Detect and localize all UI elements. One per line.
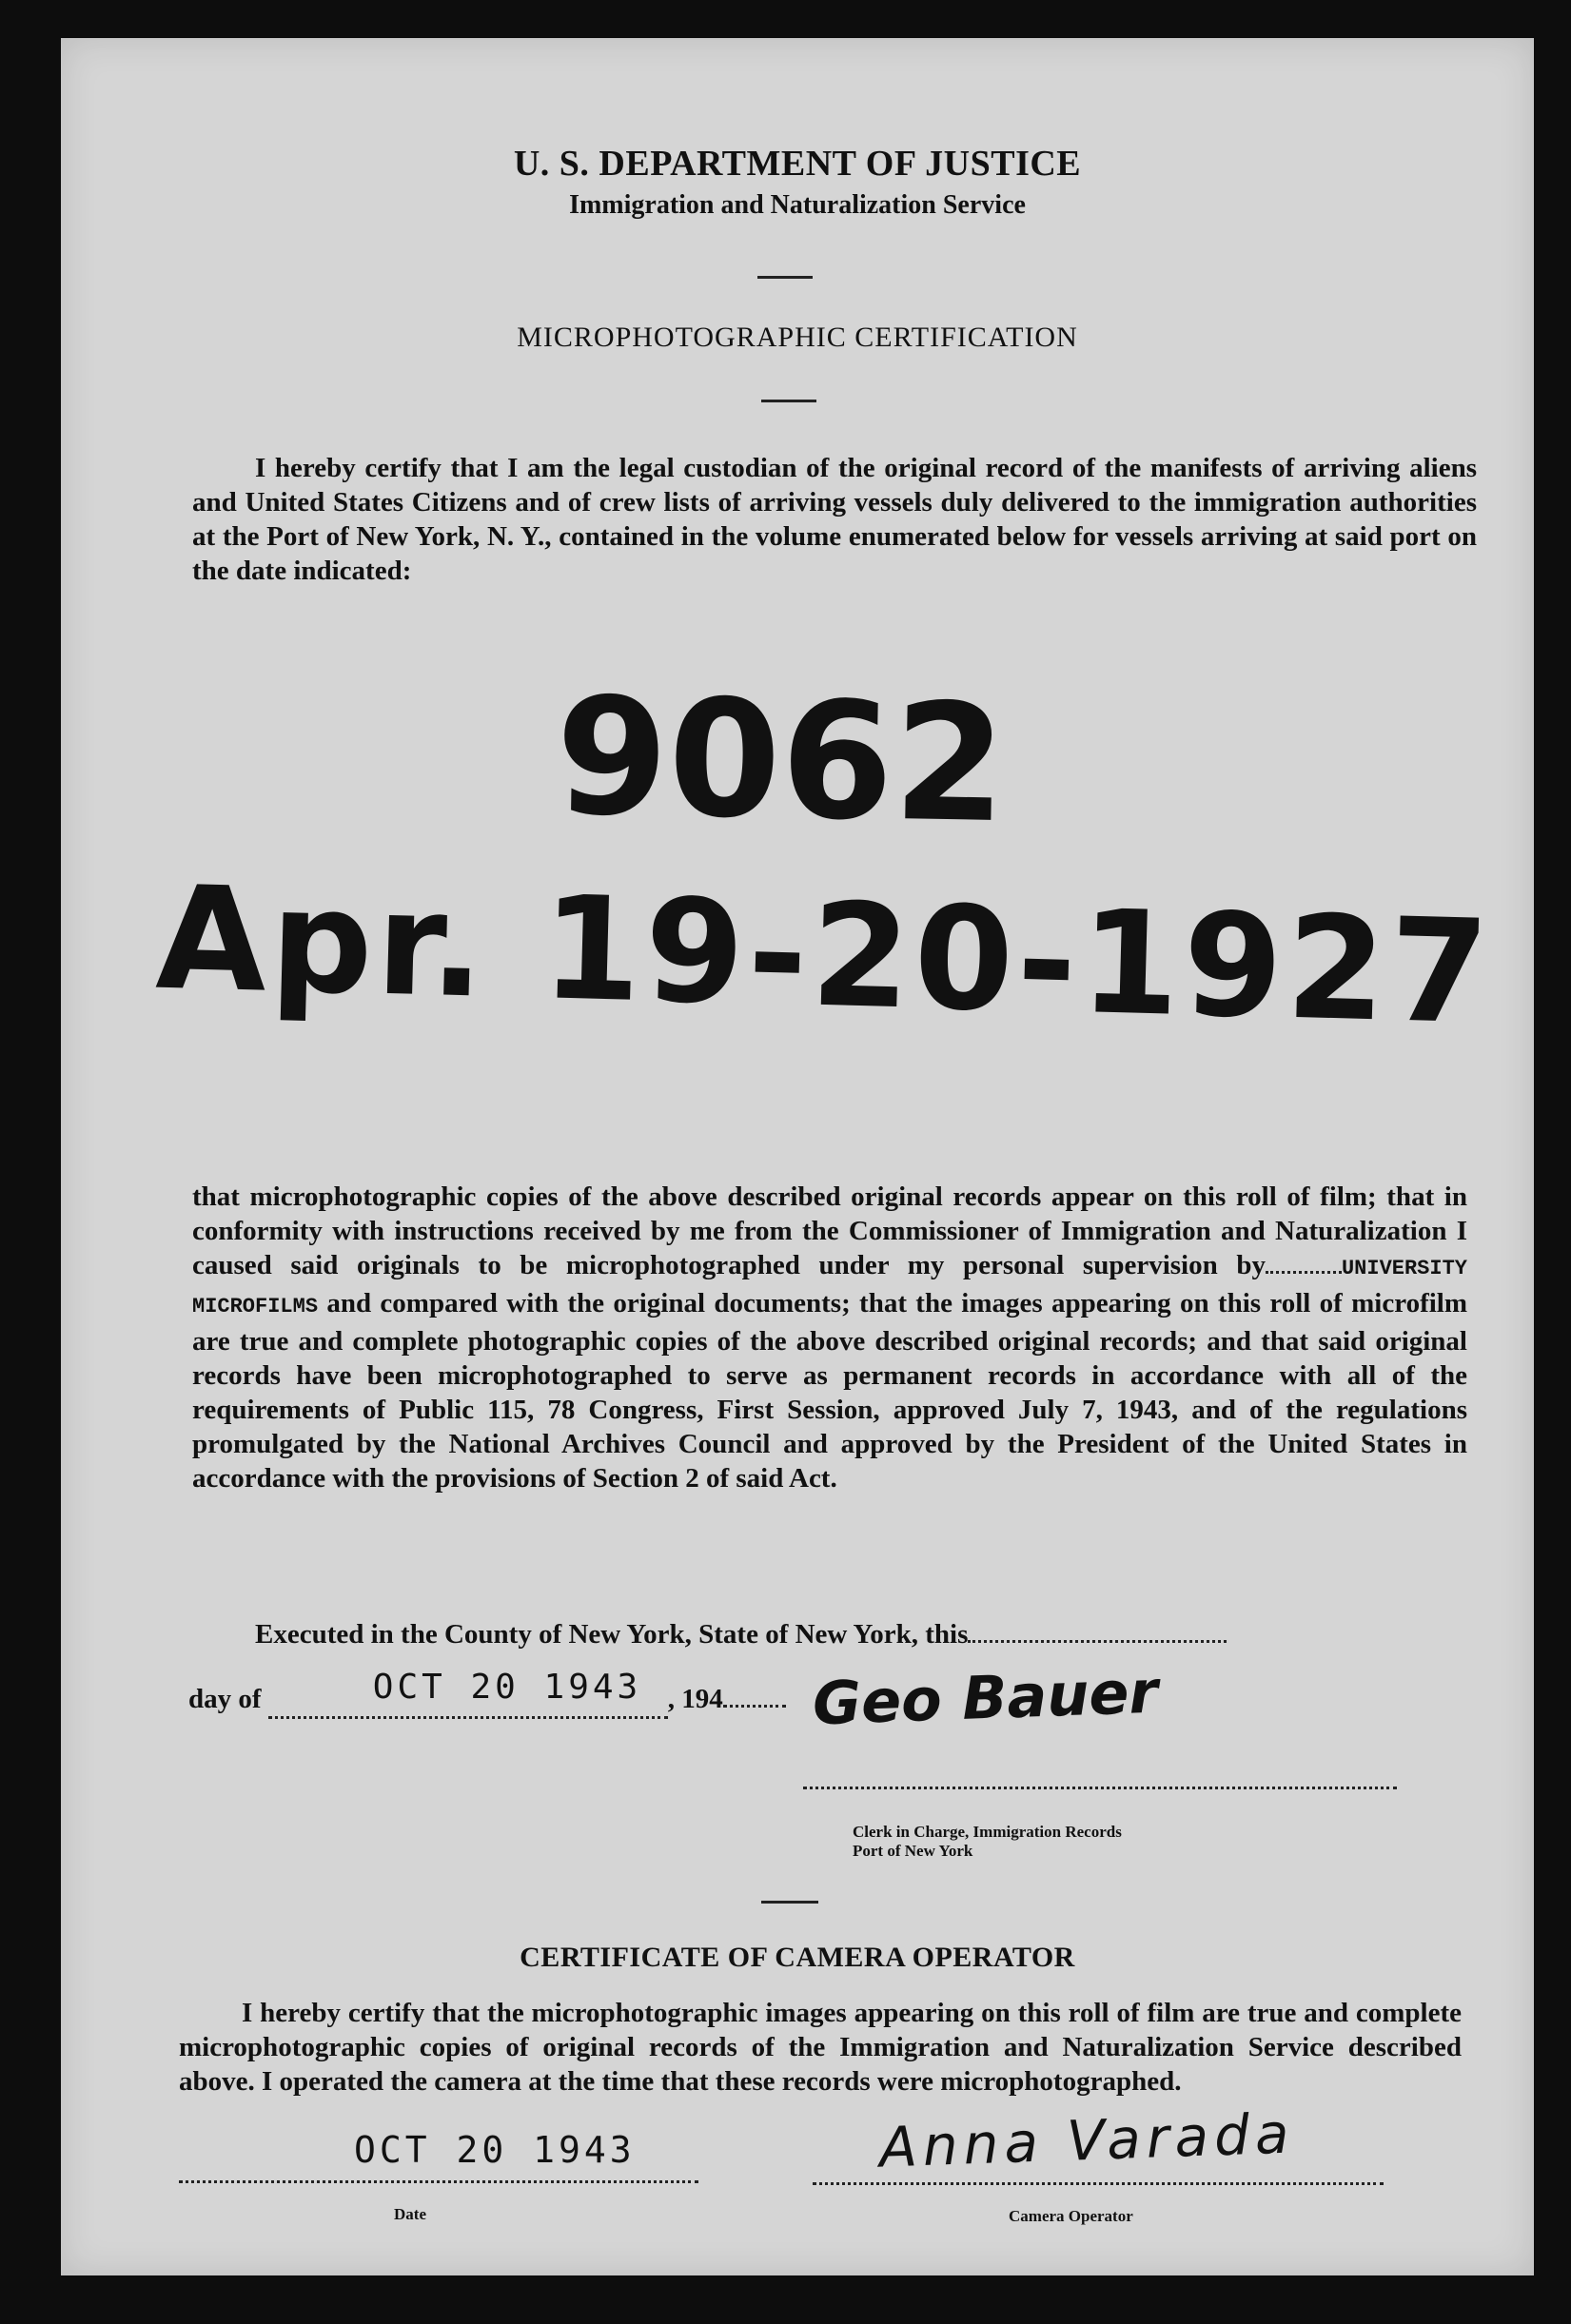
divider-top — [757, 276, 813, 279]
clerk-signature: Geo Bauer — [811, 1656, 1160, 1739]
operator-signature-line — [813, 2182, 1384, 2185]
execution-line — [255, 1617, 1473, 1651]
document-sheet — [61, 38, 1534, 2275]
year-prefix: , 194 — [667, 1684, 723, 1714]
microfilm-company: UNIVERSITY MICROFILMS — [192, 1257, 1467, 1318]
clerk-signature-line — [803, 1787, 1397, 1789]
body-part2: and compared with the original documents; that the images appearing on this roll of microfilm are true and complete photographic copies of the above described original records; and that said original records have been microphotographed to serve as permanent records in accordance with all of the requirements of Public 115, 78 Congress, First Session, approved July 7, 1943, and of the regulations promulgated by the National Archives Council and approved by the President of the United States in accordance with the provisions of Section 2 of said Act. — [192, 1288, 1467, 1494]
intro-paragraph: I hereby certify that I am the legal custodian of the original record of the manifests of arriving aliens and United States Citizens and of crew lists of arriving vessels duly delivered to the immigration authorities at the Port of New York, N. Y., contained in the volume enumerated below for vessels arriving at said port on the date indicated: — [192, 453, 1477, 586]
divider-3 — [761, 1901, 818, 1904]
date-label: Date — [394, 2205, 426, 2223]
camera-date-stamp: OCT 20 1943 — [354, 2129, 636, 2171]
execution-date-stamp: OCT 20 1943 — [372, 1668, 642, 1707]
execution-text: Executed in the County of New York, State of New York, this — [255, 1619, 969, 1650]
body-part1: that microphotographic copies of the above described original records appear on this roll of film; that in conformity with instructions received by me from the Commissioner of Immigration and Naturalization I caused said originals to be microphotographed under my personal supervision by — [192, 1182, 1467, 1280]
day-of-label: day of — [188, 1684, 262, 1714]
day-of-dots — [268, 1668, 668, 1719]
service-subheading: Immigration and Naturalization Service — [569, 190, 1026, 220]
certification-title: MICROPHOTOGRAPHIC CERTIFICATION — [517, 322, 1078, 353]
department-heading: U. S. DEPARTMENT OF JUSTICE — [513, 144, 1082, 184]
clerk-title-1: Clerk in Charge, Immigration Records — [853, 1823, 1122, 1841]
handwritten-volume-number: 9062 — [554, 662, 1008, 860]
camera-certificate-title: CERTIFICATE OF CAMERA OPERATOR — [520, 1942, 1075, 1973]
supervisor-dots — [1266, 1271, 1342, 1274]
clerk-title-2: Port of New York — [853, 1842, 973, 1860]
handwritten-arrival-dates: Apr. 19-20-1927 — [153, 855, 1495, 1057]
date-line — [179, 2180, 698, 2183]
execution-dots — [968, 1621, 1227, 1643]
camera-paragraph: I hereby certify that the microphotographic images appearing on this roll of film are true and complete microphotographic copies of original records of the Immigration and Naturalization Service described above. I operated the camera at the time that these records were microphotographed. — [179, 1998, 1462, 2097]
year-dots — [723, 1686, 786, 1708]
divider-2 — [761, 400, 816, 402]
body-paragraph — [192, 1180, 1467, 1495]
operator-signature: Anna Varada — [877, 2100, 1296, 2180]
camera-operator-label: Camera Operator — [1009, 2207, 1133, 2225]
